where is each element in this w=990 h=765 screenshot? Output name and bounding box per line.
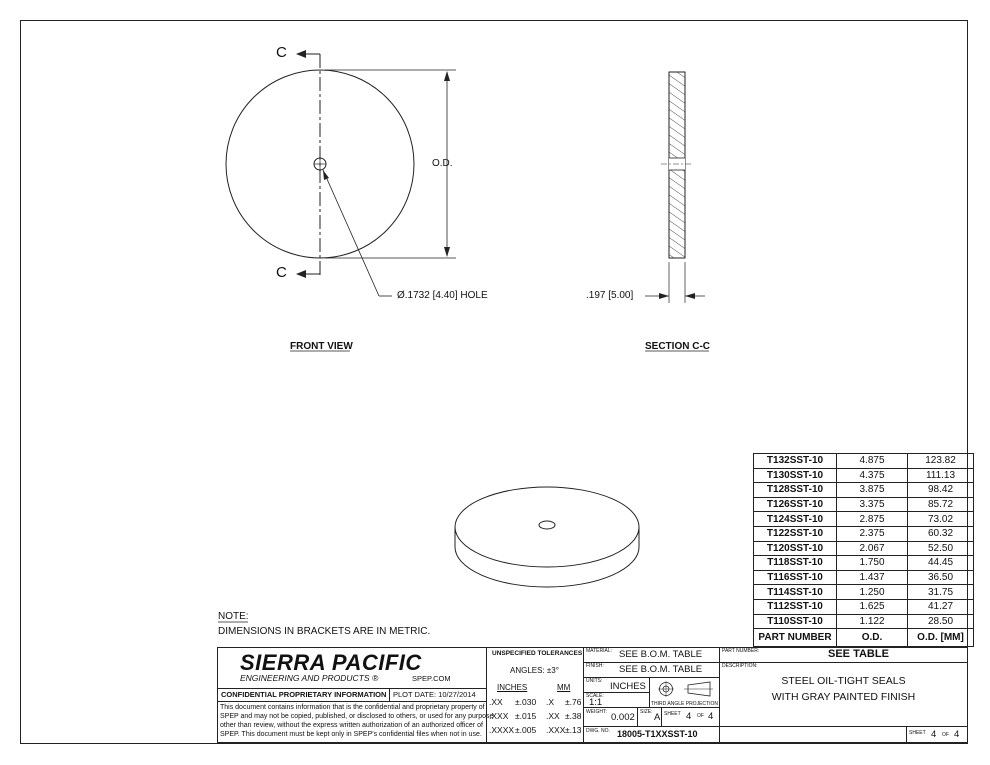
weight-label: WEIGHT: [586, 709, 607, 715]
part-number-cell: T124SST-10 [754, 512, 837, 527]
confidential-line-4: SPEP. This document must be kept only in SPEP's confidential files when not in use. [220, 731, 482, 738]
od-mm-cell: 44.45 [908, 556, 974, 571]
table-row [754, 512, 974, 527]
tolerances-title: UNSPECIFIED TOLERANCES [492, 650, 583, 657]
of-label: OF [697, 713, 704, 719]
table-row [754, 570, 974, 585]
table-row [754, 483, 974, 498]
od-cell: 3.375 [837, 497, 908, 512]
tol-mm-val-3: ±.13 [565, 725, 582, 735]
od-mm-cell: 98.42 [908, 483, 974, 498]
od-cell: 1.625 [837, 599, 908, 614]
od-mm-cell: 36.50 [908, 570, 974, 585]
part-number-cell: T130SST-10 [754, 468, 837, 483]
tol-mm-val-1: ±.76 [565, 697, 582, 707]
table-row [754, 541, 974, 556]
description-label: DESCRIPTION: [722, 663, 758, 669]
od-mm-cell: 60.32 [908, 526, 974, 541]
units-value: INCHES [610, 681, 646, 692]
od-cell: 3.875 [837, 483, 908, 498]
table-header-row [754, 629, 974, 647]
table-row [754, 585, 974, 600]
note-heading: NOTE: [218, 611, 249, 622]
angles: ANGLES: ±3° [510, 666, 559, 675]
front-view-label: FRONT VIEW [290, 341, 353, 352]
finish-value: SEE B.O.M. TABLE [619, 664, 703, 675]
sheet-value: 4 [686, 711, 692, 722]
company-sub: ENGINEERING AND PRODUCTS ® [240, 673, 379, 683]
table-row [754, 526, 974, 541]
confidential-line-1: This document contains information that is the confidential and proprietary property of [220, 704, 485, 711]
part-number-cell: T112SST-10 [754, 599, 837, 614]
tol-in-val-2: ±.015 [515, 711, 537, 721]
tol-in-fmt-2: .XXX [489, 711, 509, 721]
od-cell: 1.750 [837, 556, 908, 571]
tol-mm-fmt-1: .X [546, 697, 555, 707]
finish-label: FINISH: [586, 663, 604, 669]
dwg-no-label: DWG. NO. [586, 728, 610, 734]
part-number-cell: T116SST-10 [754, 570, 837, 585]
confidential-line-3: other than review, without the express written authorization of an authorized officer of [220, 722, 483, 729]
od-mm-cell: 111.13 [908, 468, 974, 483]
isometric-view [455, 487, 639, 587]
od-cell: 1.122 [837, 614, 908, 629]
projection-label: THIRD ANGLE PROJECTION [651, 701, 718, 707]
part-number-cell: T132SST-10 [754, 454, 837, 469]
cut-marker-top: C [276, 44, 287, 61]
tol-in-fmt-1: .XX [489, 697, 503, 707]
od-mm-cell: 41.27 [908, 599, 974, 614]
part-number-label: PART NUMBER: [722, 648, 760, 654]
od-mm-cell: 31.75 [908, 585, 974, 600]
header-part-number: PART NUMBER [754, 629, 837, 647]
header-od-mm: O.D. [MM] [908, 629, 974, 647]
tol-mm-fmt-3: .XXX [546, 725, 566, 735]
parts-table [753, 453, 974, 647]
company-name: SIERRA PACIFIC [240, 650, 422, 675]
part-number-value: SEE TABLE [828, 648, 889, 660]
part-number-cell: T120SST-10 [754, 541, 837, 556]
table-row [754, 468, 974, 483]
od-cell: 1.250 [837, 585, 908, 600]
description-line-1: STEEL OIL-TIGHT SEALS [781, 675, 906, 687]
header-od: O.D. [837, 629, 908, 647]
part-number-cell: T110SST-10 [754, 614, 837, 629]
od-cell: 2.875 [837, 512, 908, 527]
cut-marker-bottom: C [276, 264, 287, 281]
table-row [754, 497, 974, 512]
tol-in-val-1: ±.030 [515, 697, 537, 707]
sheet-count-label: SHEET [909, 730, 926, 736]
third-angle-projection-icon [658, 681, 714, 699]
empty-box [719, 726, 907, 743]
sheet-label: SHEET [664, 711, 681, 717]
part-number-cell: T118SST-10 [754, 556, 837, 571]
size-value: A [654, 712, 661, 723]
units-label: UNITS: [586, 678, 603, 684]
od-label: O.D. [432, 158, 453, 169]
website: SPEP.COM [412, 674, 451, 683]
section-view [645, 72, 705, 303]
description-line-2: WITH GRAY PAINTED FINISH [771, 691, 916, 703]
od-cell: 4.375 [837, 468, 908, 483]
od-cell: 1.437 [837, 570, 908, 585]
thickness-callout: .197 [5.00] [586, 290, 634, 301]
front-view [226, 50, 456, 296]
od-mm-cell: 85.72 [908, 497, 974, 512]
note-text: DIMENSIONS IN BRACKETS ARE IN METRIC. [218, 626, 431, 637]
plot-date: PLOT DATE: 10/27/2014 [393, 690, 476, 699]
table-row [754, 614, 974, 629]
od-mm-cell: 123.82 [908, 454, 974, 469]
scale-value: 1:1 [589, 697, 603, 708]
size-label: SIZE: [640, 709, 653, 715]
inches-label: INCHES [497, 683, 528, 692]
weight-value: 0.002 [611, 712, 635, 723]
part-number-cell: T122SST-10 [754, 526, 837, 541]
tol-in-fmt-3: .XXXX [489, 725, 515, 735]
od-mm-cell: 52.50 [908, 541, 974, 556]
hole-leader [323, 170, 379, 296]
part-number-cell: T114SST-10 [754, 585, 837, 600]
sheet-count-total: 4 [954, 729, 960, 740]
table-row [754, 599, 974, 614]
table-row [754, 556, 974, 571]
od-cell: 4.875 [837, 454, 908, 469]
part-number-cell: T126SST-10 [754, 497, 837, 512]
scale-label: SCALE: [586, 693, 604, 699]
od-cell: 2.067 [837, 541, 908, 556]
confidential-line-2: SPEP and may not be copied, published, or disclosed to others, or used for any purpose [220, 713, 494, 720]
tol-mm-fmt-2: .XX [546, 711, 560, 721]
confidential-title: CONFIDENTIAL PROPRIETARY INFORMATION [221, 690, 387, 699]
mm-label: MM [557, 683, 571, 692]
tol-in-val-3: ±.005 [515, 725, 537, 735]
material-label: MATERIAL: [586, 648, 613, 654]
material-value: SEE B.O.M. TABLE [619, 649, 703, 660]
hole-callout: Ø.1732 [4.40] HOLE [397, 290, 488, 301]
od-mm-cell: 28.50 [908, 614, 974, 629]
part-number-cell: T128SST-10 [754, 483, 837, 498]
od-cell: 2.375 [837, 526, 908, 541]
sheet-count-of: OF [942, 732, 949, 738]
section-view-label: SECTION C-C [645, 341, 710, 352]
table-row [754, 454, 974, 469]
od-mm-cell: 73.02 [908, 512, 974, 527]
sheet-count-value: 4 [931, 729, 937, 740]
sheet-total: 4 [708, 711, 714, 722]
tol-mm-val-2: ±.38 [565, 711, 582, 721]
dwg-no-value: 18005-T1XXSST-10 [617, 729, 698, 739]
